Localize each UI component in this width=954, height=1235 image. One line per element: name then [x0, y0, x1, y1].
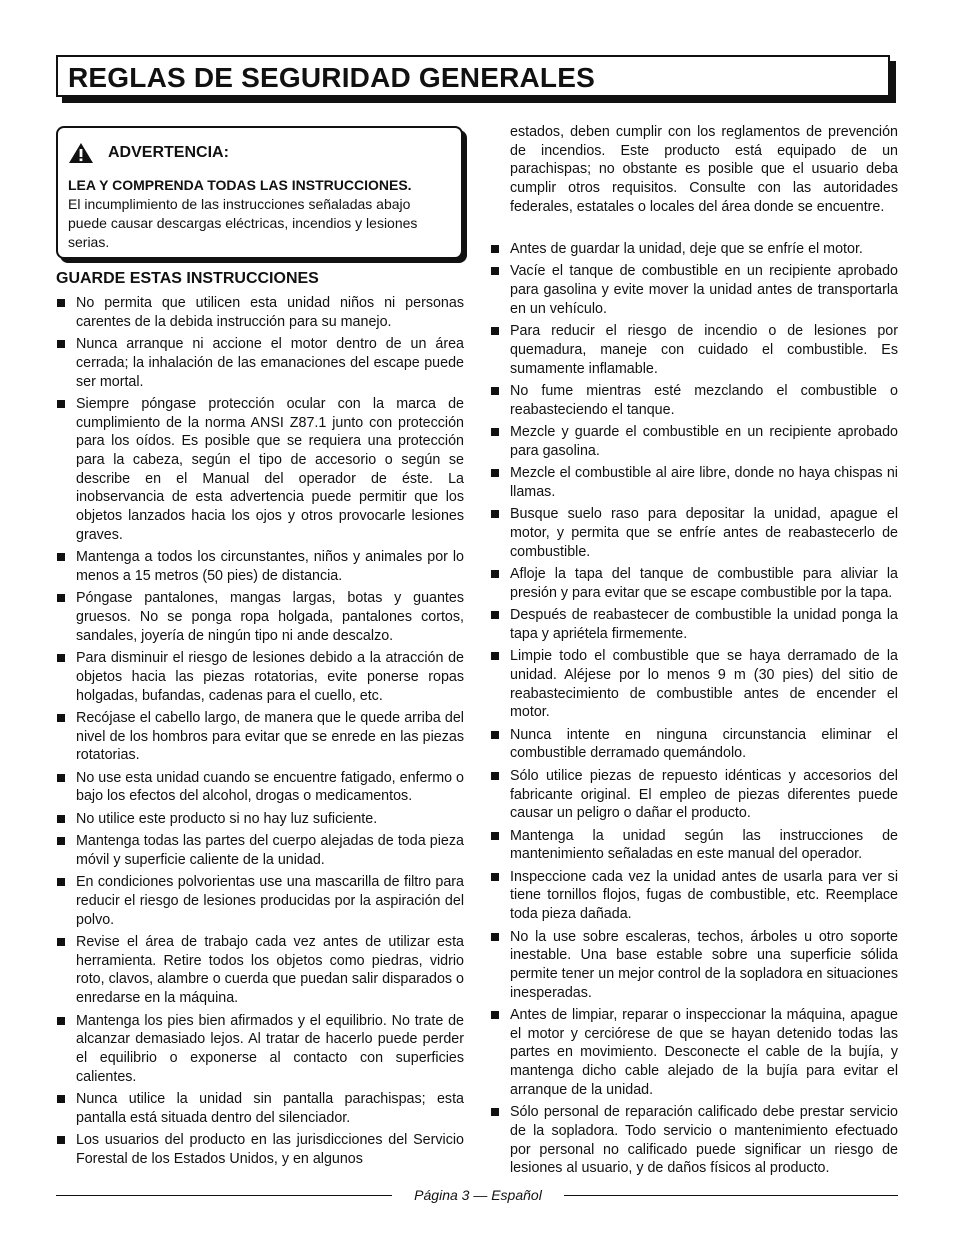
list-item: Póngase pantalones, mangas largas, botas y guantes gruesos. No se ponga ropa holgada, pantalones cortos, sandales, joyería de ningún tipo ni ande descalzo. [56, 589, 464, 645]
continued-paragraph: estados, deben cumplir con los reglamentos de prevención de incendios. Este producto está equipado de un parachispas; no obstante es posible que el usuario deba cumplir otros requisitos. Consulte con las autoridades federales, estatales o locales del área donde se encuentre. [510, 124, 898, 215]
list-item: Nunca intente en ninguna circunstancia eliminar el combustible derramado quemándolo. [490, 726, 898, 763]
warning-box [56, 126, 463, 259]
page-number: Página 3 — Español [414, 1187, 542, 1203]
list-item: Vacíe el tanque de combustible en un recipiente aprobado para gasolina y evite mover la unidad antes de transportarla en un vehículo. [490, 262, 898, 318]
list-item: Para reducir el riesgo de incendio o de lesiones por quemadura, maneje con cuidado el combustible. Es sumamente inflamable. [490, 322, 898, 378]
list-item: No fume mientras esté mezclando el combustible o reabasteciendo el tanque. [490, 382, 898, 419]
list-item: Mantenga todas las partes del cuerpo alejadas de toda pieza móvil y superficie caliente de la unidad. [56, 832, 464, 869]
list-item: Recójase el cabello largo, de manera que le quede arriba del nivel de los hombros para evitar que se enrede en las piezas rotatorias. [56, 709, 464, 765]
section-heading: GUARDE ESTAS INSTRUCCIONES [56, 270, 319, 287]
list-item: Después de reabastecer de combustible la unidad ponga la tapa y apriétela firmemente. [490, 606, 898, 643]
list-item: Mantenga los pies bien afirmados y el equilibrio. No trate de alcanzar demasiado lejos. Al tratar de hacerlo puede perder el equilibrio o exponerse al contacto con superficies calientes. [56, 1012, 464, 1087]
list-item: Antes de limpiar, reparar o inspeccionar la máquina, apague el motor y cerciórese de que se hayan detenido todas las partes en movimiento. Desconecte el cable de la bujía, y mantenga dicho cable alejado de la bujía para evitar el arranque de la unidad. [490, 1006, 898, 1100]
list-item: En condiciones polvorientas use una mascarilla de filtro para reducir el riesgo de lesiones producidas por la aspiración del polvo. [56, 873, 464, 929]
list-item: No use esta unidad cuando se encuentre fatigado, enfermo o bajo los efectos del alcohol, drogas o medicamentos. [56, 769, 464, 806]
list-item: Nunca arranque ni accione el motor dentro de un área cerrada; la inhalación de las emanaciones del escape puede ser mortal. [56, 335, 464, 391]
warning-lead: LEA Y COMPRENDA TODAS LAS INSTRUCCIONES. [68, 177, 412, 193]
warning-label: ADVERTENCIA: [108, 144, 229, 161]
warning-body: El incumplimiento de las instrucciones señaladas abajo puede causar descargas eléctricas, incendios y lesiones serias. [68, 196, 418, 250]
footer-rule-right [564, 1195, 898, 1196]
list-item: Limpie todo el combustible que se haya derramado de la unidad. Aléjese por lo menos 9 m (30 pies) del sitio de reabastecimiento de combustible antes de encender el motor. [490, 647, 898, 722]
list-item: Sólo utilice piezas de repuesto idénticas y accesorios del fabricante original. El empleo de piezas diferentes puede causar un peligro o dañar el producto. [490, 767, 898, 823]
list-item: Mezcle y guarde el combustible en un recipiente aprobado para gasolina. [490, 423, 898, 460]
footer-rule-left [56, 1195, 392, 1196]
list-item: Mezcle el combustible al aire libre, donde no haya chispas ni llamas. [490, 464, 898, 501]
left-bullet-list [56, 294, 464, 1172]
page-footer [56, 1186, 898, 1204]
right-bullet-list [490, 240, 898, 1182]
list-item: No permita que utilicen esta unidad niños ni personas carentes de la debida instrucción para su manejo. [56, 294, 464, 331]
list-item: Busque suelo raso para depositar la unidad, apague el motor, y permita que se enfríe antes de reabastecerlo de combustible. [490, 505, 898, 561]
list-item: Mantenga la unidad según las instrucciones de mantenimiento señaladas en este manual del operador. [490, 827, 898, 864]
list-item: Mantenga a todos los circunstantes, niños y animales por lo menos a 15 metros (50 pies) de distancia. [56, 548, 464, 585]
list-item: Sólo personal de reparación calificado debe prestar servicio de la sopladora. Todo servicio o mantenimiento efectuado por personal no calificado puede significar un riesgo de lesiones al usuario, y de daños físicos al producto. [490, 1103, 898, 1178]
list-item: Revise el área de trabajo cada vez antes de utilizar esta herramienta. Retire todos los objetos como piedras, vidrio roto, clavos, alambre o cuerda que puedan salir disparados o enredarse en la máquina. [56, 933, 464, 1008]
list-item: Los usuarios del producto en las jurisdicciones del Servicio Forestal de los Estados Unidos, y en algunos [56, 1131, 464, 1168]
list-item: Afloje la tapa del tanque de combustible para aliviar la presión y para evitar que se escape combustible por la tapa. [490, 565, 898, 602]
list-item: Antes de guardar la unidad, deje que se enfríe el motor. [490, 240, 898, 259]
list-item: Inspeccione cada vez la unidad antes de usarla para ver si tiene tornillos flojos, fugas de combustible, etc. Reemplace toda pieza dañada. [490, 868, 898, 924]
list-item: No utilice este producto si no hay luz suficiente. [56, 810, 464, 829]
list-item: Siempre póngase protección ocular con la marca de cumplimiento de la norma ANSI Z87.1 junto con protección para los oídos. Es posible que se requiera una protección para la cabeza, según el tipo de accesorio o según se describe en el Manual del operador de éste. La inobservancia de esta advertencia puede permitir que los objetos lanzados hacia los ojos y otros provocarle lesiones graves. [56, 395, 464, 545]
warning-header [68, 142, 451, 164]
list-item: No la use sobre escaleras, techos, árboles u otro soporte inestable. Una base estable sobre una superficie sólida permite tener un mejor control de la sopladora en situaciones inesperadas. [490, 928, 898, 1003]
page-title: REGLAS DE SEGURIDAD GENERALES [68, 62, 595, 93]
list-item: Nunca utilice la unidad sin pantalla parachispas; esta pantalla está situada dentro del silenciador. [56, 1090, 464, 1127]
warning-triangle-icon [68, 142, 94, 164]
title-banner [56, 55, 890, 97]
list-item: Para disminuir el riesgo de lesiones debido a la atracción de objetos hacia las piezas rotatorias, evite ponerse ropas holgadas, bufandas, cadenas para el cuello, etc. [56, 649, 464, 705]
